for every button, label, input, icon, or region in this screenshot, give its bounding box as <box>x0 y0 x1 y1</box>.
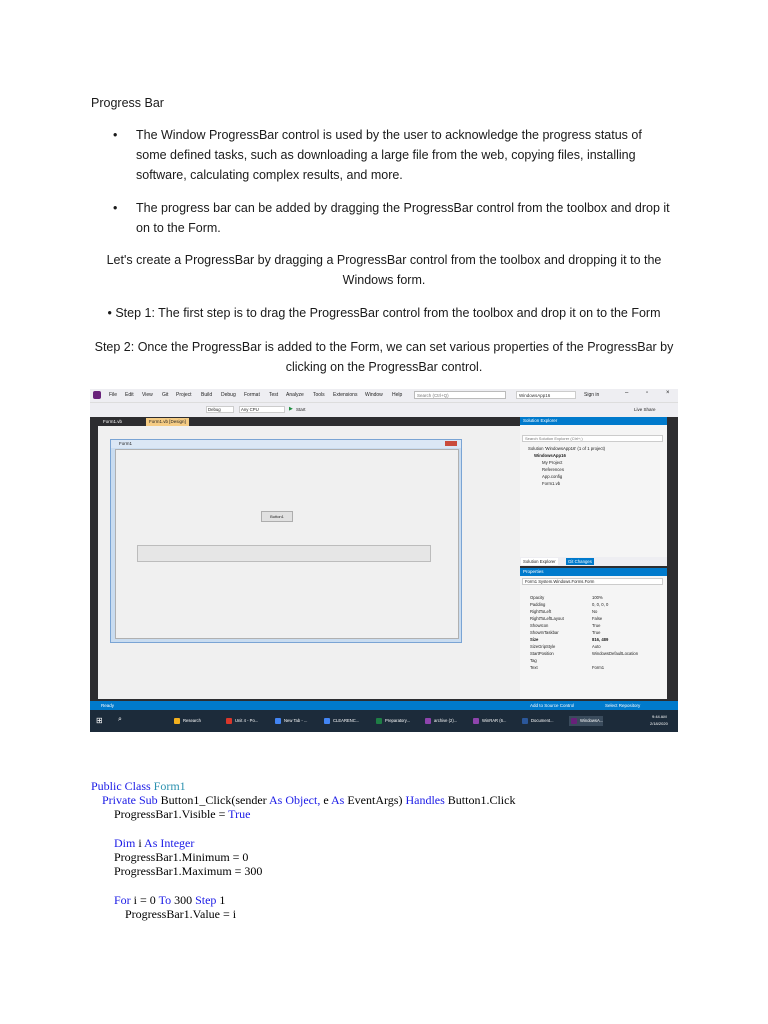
solution-search-input[interactable]: Search Solution Explorer (Ctrl+;) <box>522 435 663 442</box>
taskbar-item[interactable]: WindowsA... <box>569 716 603 726</box>
start-button[interactable]: Start <box>296 407 306 412</box>
taskbar-item[interactable]: CLEARENC... <box>322 716 359 726</box>
status-text: Ready <box>101 703 115 708</box>
code-keyword: Private Sub <box>102 793 158 807</box>
menu-item[interactable]: Help <box>392 392 403 398</box>
property-value: Auto <box>592 644 601 649</box>
bullet-line: The progress bar can be added by dragging the ProgressBar control from the toolbox and drop it <box>136 201 670 215</box>
vs-menu-bar <box>90 389 678 402</box>
tab-form1-vb[interactable]: Form1.vb <box>103 419 123 424</box>
code-text: i <box>138 836 142 850</box>
step2-paragraph <box>90 337 678 377</box>
property-row[interactable] <box>522 615 662 622</box>
code-text: i = 0 <box>133 893 156 907</box>
property-name: Text <box>530 665 538 670</box>
bullet-line: software, calculating complex results, and more. <box>136 168 403 182</box>
step1-paragraph: • Step 1: The first step is to drag the ProgressBar control from the toolbox and drop it on to the Form <box>107 306 661 320</box>
menu-item[interactable]: Extensions <box>333 392 358 398</box>
designer-form[interactable] <box>110 439 462 643</box>
minimize-icon[interactable]: – <box>625 390 629 396</box>
tree-item[interactable]: Solution 'WindowsApp16' (1 of 1 project) <box>528 446 606 451</box>
code-line: ProgressBar1.Value = i <box>125 907 237 921</box>
code-keyword: Dim <box>114 836 136 850</box>
property-value: 816, 489 <box>592 637 609 642</box>
code-text: EventArgs) <box>347 793 403 807</box>
solution-tabs <box>520 557 667 566</box>
select-repository[interactable]: Select Repository <box>605 703 641 708</box>
menu-item[interactable]: Project <box>176 392 192 398</box>
code-keyword: To <box>158 893 172 907</box>
form-title: Form1 <box>111 440 461 448</box>
code-line <box>114 893 225 907</box>
vs-toolbar <box>90 402 678 417</box>
taskbar-item[interactable]: WinRAR (6... <box>471 716 506 726</box>
code-keyword: For <box>114 893 131 907</box>
property-name: Padding <box>530 602 546 607</box>
form-close-icon <box>445 441 457 446</box>
code-keyword: True <box>228 807 251 821</box>
menu-item[interactable]: View <box>142 392 153 398</box>
tree-item[interactable]: WindowsApp16 <box>534 453 566 458</box>
property-row[interactable] <box>522 622 662 629</box>
code-keyword: As Integer <box>144 836 195 850</box>
property-value: No <box>592 609 598 614</box>
code-keyword: As Object, <box>269 793 321 807</box>
menu-item[interactable]: Test <box>269 392 279 398</box>
intro-paragraph <box>90 250 678 290</box>
property-name: Opacity <box>530 595 545 600</box>
property-name: RightToLeftLayout <box>530 616 564 621</box>
property-name: StartPosition <box>530 651 554 656</box>
property-row[interactable] <box>522 601 662 608</box>
add-to-source-control[interactable]: Add to Source Control <box>530 703 575 708</box>
taskbar-item[interactable]: Preparatory... <box>374 716 410 726</box>
code-text: Button1_Click(sender <box>160 793 267 807</box>
bullet-line: on to the Form. <box>136 221 221 235</box>
property-value: WindowsDefaultLocation <box>592 651 639 656</box>
tab-solution-explorer[interactable]: Solution Explorer <box>523 559 556 564</box>
menu-item[interactable]: Analyze <box>286 392 304 398</box>
config-dropdown[interactable]: Debug <box>206 406 234 413</box>
property-value: 0, 0, 0, 0 <box>592 602 609 607</box>
restore-icon[interactable]: ▫ <box>646 390 649 396</box>
property-name: ShowInTaskbar <box>530 630 559 635</box>
property-name: SizeGripStyle <box>530 644 556 649</box>
property-value: 100% <box>592 595 603 600</box>
property-row[interactable] <box>522 657 662 664</box>
tree-item[interactable]: My Project <box>542 460 563 465</box>
property-row[interactable] <box>522 594 662 601</box>
property-row[interactable] <box>522 608 662 615</box>
code-line: ProgressBar1.Maximum = 300 <box>114 864 263 878</box>
property-name: ShowIcon <box>530 623 549 628</box>
tab-git-changes[interactable]: Git Changes <box>568 559 592 564</box>
play-icon[interactable]: ▶ <box>289 406 293 412</box>
solution-explorer-title: Solution Explorer <box>520 417 667 425</box>
vs-search-box[interactable]: Search (Ctrl+Q) <box>414 391 506 399</box>
menu-item[interactable]: Build <box>201 392 213 398</box>
clock-date: 2/18/2020 <box>650 721 668 726</box>
toolbox-strip[interactable] <box>90 417 98 699</box>
vs-status-bar <box>90 701 678 710</box>
code-keyword: Step <box>195 893 217 907</box>
bullet-line: some defined tasks, such as downloading a large file from the web, copying files, installing <box>136 148 636 162</box>
visual-studio-screenshot <box>90 389 678 732</box>
code-text: 300 <box>174 893 193 907</box>
tree-item[interactable]: Form1.vb <box>542 481 561 486</box>
menu-item[interactable]: File <box>109 392 118 398</box>
paragraph-line: clicking on the ProgressBar control. <box>285 360 483 374</box>
bullet-dot: • <box>113 201 118 215</box>
property-row[interactable] <box>522 643 662 650</box>
property-name: RightToLeft <box>530 609 552 614</box>
code-text: Button1.Click <box>447 793 516 807</box>
code-keyword: As <box>331 793 345 807</box>
property-value: True <box>592 623 601 628</box>
properties-title: Properties <box>520 568 667 576</box>
code-type: Form1 <box>153 779 186 793</box>
code-text: ProgressBar1.Visible = <box>114 807 226 821</box>
form-client-area <box>115 449 459 639</box>
platform-dropdown[interactable]: Any CPU <box>239 406 285 413</box>
bullet-item <box>113 198 681 238</box>
design-surface <box>98 426 520 699</box>
menu-item[interactable]: Window <box>365 392 383 398</box>
code-line <box>114 836 194 850</box>
code-keyword: Public Class <box>91 779 151 793</box>
section-heading: Progress Bar <box>91 96 164 110</box>
taskbar-item[interactable]: Research <box>172 716 201 726</box>
property-row[interactable] <box>522 629 662 636</box>
code-line <box>91 779 186 793</box>
properties-panel <box>520 568 667 699</box>
taskbar-item[interactable]: New Tab - ... <box>273 716 307 726</box>
bullet-item <box>113 125 681 185</box>
tab-form1-design[interactable]: Form1.vb [Design] <box>146 418 189 426</box>
code-line <box>114 807 250 821</box>
code-line <box>102 793 515 807</box>
windows-taskbar <box>90 710 678 732</box>
live-share-button[interactable]: Live Share <box>634 407 656 412</box>
tree-item[interactable]: App.config <box>542 474 563 479</box>
right-tool-strip[interactable] <box>667 417 678 699</box>
solution-name: WindowsApp16 <box>516 391 576 399</box>
code-text: 1 <box>219 893 226 907</box>
paragraph-line: Step 2: Once the ProgressBar is added to the Form, we can set various properties of the ProgressBar by <box>94 340 674 354</box>
menu-item[interactable]: Debug <box>221 392 236 398</box>
tree-item[interactable]: References <box>542 467 564 472</box>
paragraph-line: Let's create a ProgressBar by dragging a ProgressBar control from the toolbox and dropping it to the <box>106 253 662 267</box>
taskbar-item[interactable]: Unit 4 - Po... <box>224 716 258 726</box>
menu-item[interactable]: Edit <box>125 392 134 398</box>
property-row[interactable] <box>522 650 662 657</box>
close-icon[interactable]: × <box>666 390 670 396</box>
taskbar-item[interactable]: archive (2)... <box>423 716 457 726</box>
property-value: True <box>592 630 601 635</box>
clock-time: 9:44 AM <box>652 714 667 719</box>
property-name: Size <box>530 637 539 642</box>
form-button1[interactable]: Button1 <box>261 511 293 522</box>
property-name: Tag <box>530 658 537 663</box>
property-row[interactable] <box>522 664 662 671</box>
code-line: ProgressBar1.Minimum = 0 <box>114 850 249 864</box>
solution-explorer-panel <box>520 417 667 566</box>
menu-item[interactable]: Format <box>244 392 260 398</box>
windows-start-icon[interactable]: ⊞ <box>96 716 103 725</box>
editor-tabs <box>98 417 520 426</box>
taskbar-item[interactable]: Document... <box>520 716 554 726</box>
code-text: e <box>323 793 329 807</box>
menu-item[interactable]: Tools <box>313 392 325 398</box>
bullet-line: The Window ProgressBar control is used by the user to acknowledge the progress status of <box>136 128 642 142</box>
properties-object-selector[interactable]: Form1 System.Windows.Forms.Form <box>522 578 663 585</box>
sign-in-link[interactable]: Sign in <box>584 392 600 398</box>
vs-logo-icon <box>93 391 101 399</box>
property-value: False <box>592 616 603 621</box>
code-keyword: Handles <box>405 793 445 807</box>
search-icon[interactable]: ⌕ <box>118 716 122 723</box>
property-row[interactable] <box>522 636 662 643</box>
paragraph-line: Windows form. <box>342 273 426 287</box>
property-value: Form1 <box>592 665 605 670</box>
progressbar-control[interactable] <box>137 545 431 562</box>
menu-item[interactable]: Git <box>162 392 169 398</box>
bullet-dot: • <box>113 128 118 142</box>
